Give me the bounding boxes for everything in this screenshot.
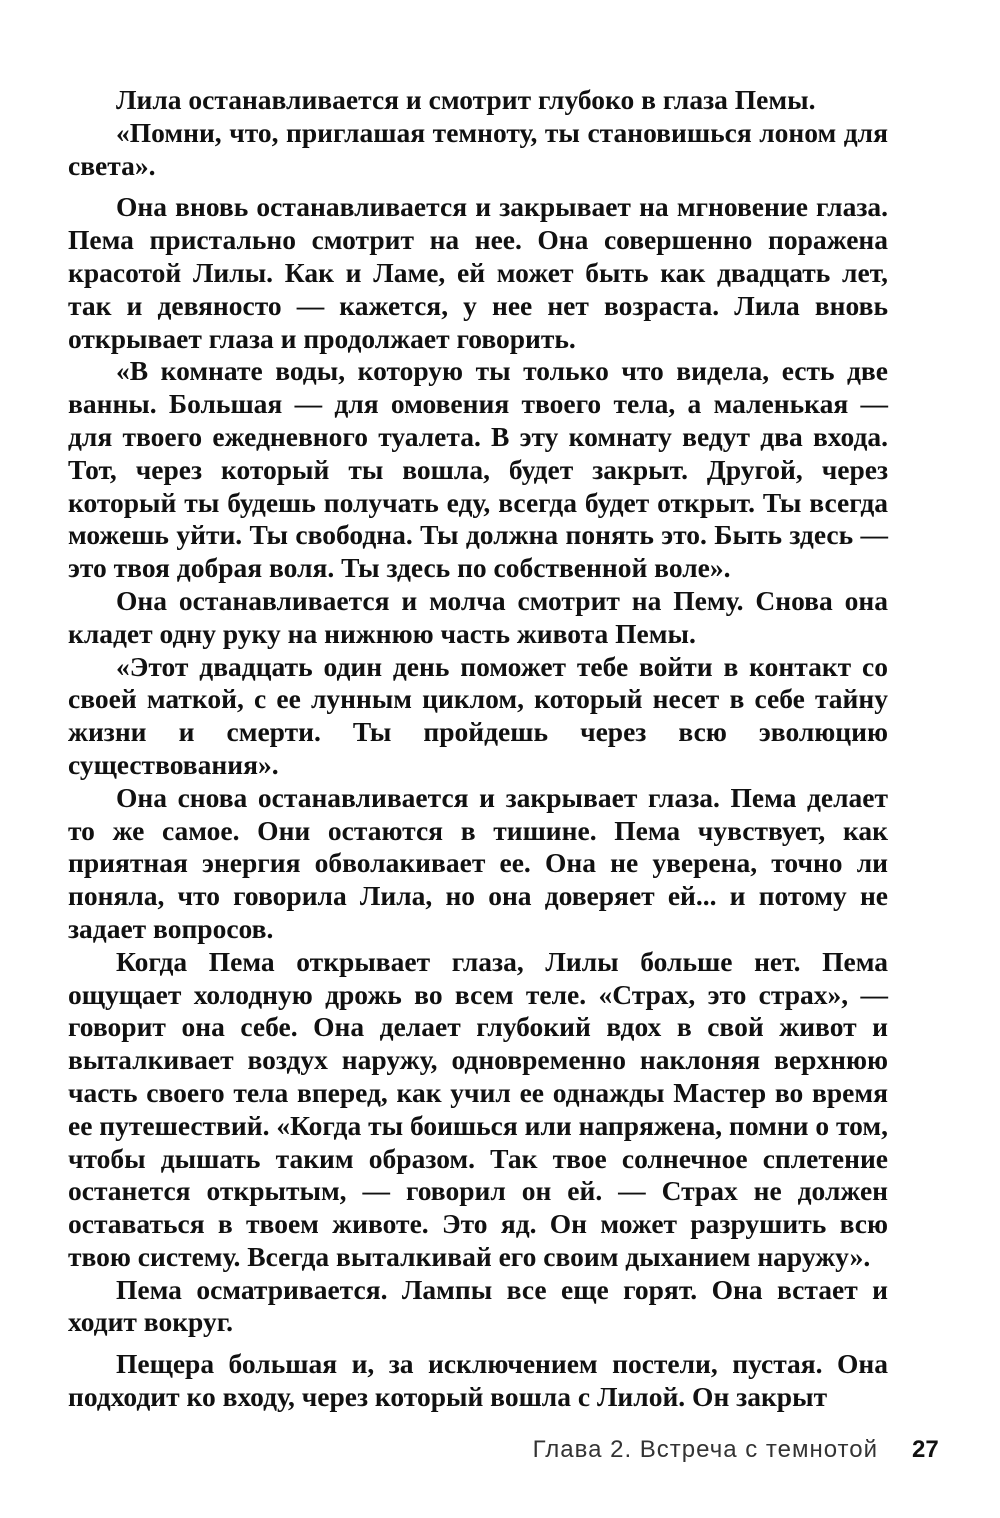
- paragraph-10: Пещера большая и, за исключением постели, пустая. Она подходит ко входу, через который вошла с Лилой. Он закрыт: [68, 1348, 888, 1413]
- paragraph-5: Она останавливается и молча смотрит на Пему. Снова она кладет одну руку на нижнюю часть живота Пемы.: [68, 584, 888, 649]
- paragraph-6: «Этот двадцать один день поможет тебе войти в контакт со своей маткой, с ее лунным циклом, который несет в себе тайну жизни и смерти. Ты пройдешь через всю эволюцию существования».: [68, 650, 888, 780]
- page-number: 27: [912, 1436, 939, 1463]
- paragraph-3: Она вновь останавливается и закрывает на мгновение глаза. Пема пристально смотрит на нее. Она совершенно поражена красотой Лилы. Как и Ламе, ей может быть как двадцать лет, так и девяносто — кажется, у нее нет возраста. Лила вновь открывает глаза и продолжает говорить.: [68, 191, 888, 354]
- paragraph-1: Лила останавливается и смотрит глубоко в глаза Пемы.: [116, 84, 816, 115]
- page-body: [68, 84, 888, 1424]
- paragraph-8: Когда Пема открывает глаза, Лилы больше нет. Пема ощущает холодную дрожь во всем теле. «Страх, это страх», — говорит она себе. Она делает глубокий вдох в свой живот и выталкивает воздух наружу, одновременно наклоняя верхнюю часть своего тела вперед, как учил ее однажды Мастер во время ее путешествий. «Когда ты боишься или напряжена, помни о том, чтобы дышать таким образом. Так твое солнечное сплетение останется открытым, — говорил он ей. — Страх не должен оставаться в твоем животе. Это яд. Он может разрушить всю твою систему. Всегда выталкивай его своим дыханием наружу».: [68, 945, 888, 1272]
- page-footer: [0, 1436, 1000, 1476]
- paragraph-7: Она снова останавливается и закрывает глаза. Пема делает то же самое. Они остаются в тишине. Пема чувствует, как приятная энергия обволакивает ее. Она не уверена, точно ли поняла, что говорила Лила, но она доверяет ей... и потому не задает вопросов.: [68, 781, 888, 944]
- paragraph-4: «В комнате воды, которую ты только что видела, есть две ванны. Большая — для омовения твоего тела, а маленькая — для твоего ежедневного туалета. В эту комнату ведут два входа. Тот, через который ты вошла, будет закрыт. Другой, через который ты будешь получать еду, всегда будет открыт. Ты всегда можешь уйти. Ты свободна. Ты должна понять это. Быть здесь — это твоя добрая воля. Ты здесь по собственной воле».: [68, 355, 888, 584]
- paragraph-9: Пема осматривается. Лампы все еще горят. Она встает и ходит вокруг.: [68, 1273, 888, 1338]
- paragraph-2: «Помни, что, приглашая темноту, ты становишься лоном для света».: [68, 116, 888, 181]
- running-head: Глава 2. Встреча с темнотой: [532, 1436, 878, 1463]
